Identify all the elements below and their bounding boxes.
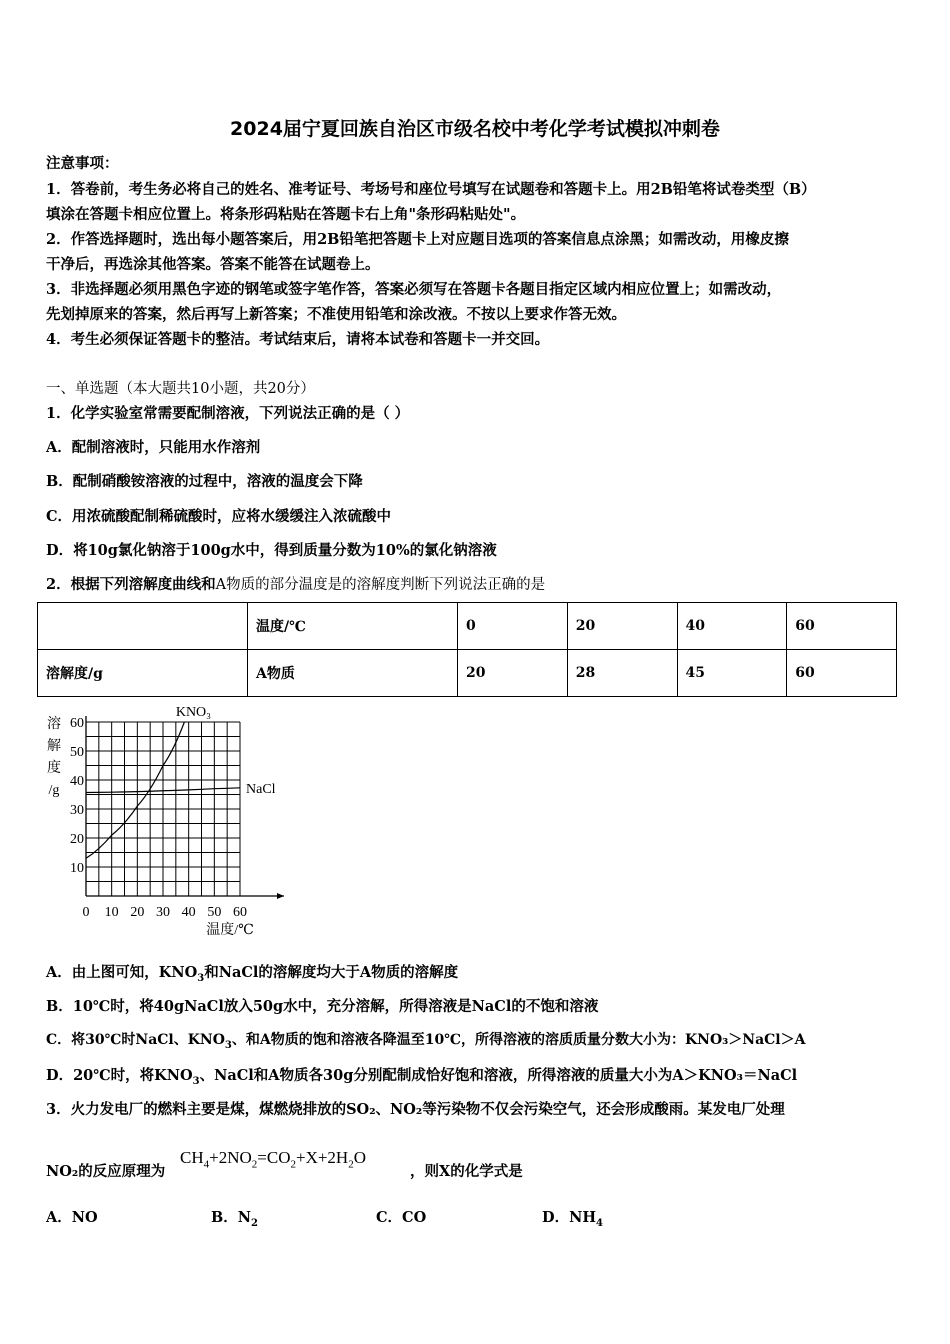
q2-option-d — [46, 1064, 797, 1087]
y-tick-label: 20 — [70, 832, 84, 847]
q2-option-a-pre: A．由上图可知，KNO — [46, 964, 198, 981]
table-cell: 20 — [567, 603, 677, 650]
q2-option-b — [46, 995, 598, 1016]
q2-stem — [46, 573, 545, 594]
table-cell: A物质 — [248, 650, 458, 697]
eq-part: CH — [180, 1148, 204, 1167]
section-heading: 一、单选题（本大题共10小题，共20分） — [46, 381, 315, 397]
notice-line: 2．作答选择题时，选出每小题答案后，用2B铅笔把答题卡上对应题目选项的答案信息点涂黑；如需改动，用橡皮擦 — [46, 231, 789, 248]
table-cell: 40 — [677, 603, 787, 650]
eq-sub: 2 — [348, 1158, 354, 1171]
q2-option-c-pre: C．将30℃时NaCl、KNO — [46, 1032, 225, 1048]
q3-option-b-text: B．N — [211, 1209, 252, 1226]
eq-part: +X+2H — [295, 1148, 349, 1167]
x-tick-label: 10 — [104, 905, 119, 920]
q3-option-c-text: C．CO — [376, 1209, 427, 1226]
q3-option-b-sub: 2 — [251, 1217, 258, 1229]
y-tick-label: 50 — [70, 745, 84, 760]
x-tick-label: 20 — [130, 905, 145, 920]
x-tick-label: 0 — [82, 905, 90, 920]
q3-stem-line2-pre: NO₂的反应原理为 — [46, 1163, 166, 1180]
x-tick-label: 50 — [207, 905, 222, 920]
chart-axes — [86, 716, 284, 899]
table-row — [38, 603, 897, 650]
notice-line: 干净后，再选涂其他答案。答案不能答在试题卷上。 — [46, 256, 380, 273]
chart-ticks — [70, 716, 247, 920]
notice-line: 3．非选择题必须用黑色字迹的钢笔或签字笔作答，答案必须写在答题卡各题目指定区域内相应位置上；如需改动， — [46, 281, 782, 298]
q2-stem-bold: 2．根据下列溶解度曲线和 — [46, 576, 216, 593]
q1-option-c: C．用浓硫酸配制稀硫酸时，应将水缓缓注入浓硫酸中 — [46, 508, 392, 525]
y-tick-label: 40 — [70, 774, 84, 789]
q2-option-d-sub: 3 — [192, 1075, 200, 1087]
q3-option-c — [376, 1206, 426, 1227]
x-tick-label: 40 — [181, 905, 196, 920]
q3-option-a-text: A．NO — [46, 1209, 98, 1226]
notice-line: 4．考生必须保证答题卡的整洁。考试结束后，请将本试卷和答题卡一并交回。 — [46, 331, 550, 348]
y-axis-label: 度 — [47, 761, 61, 776]
q2-option-c — [46, 1029, 805, 1051]
reaction-equation — [180, 1148, 366, 1170]
solubility-chart — [38, 702, 298, 947]
solubility-table — [37, 602, 897, 697]
table-cell: 28 — [567, 650, 677, 697]
q2-option-a-sub: 3 — [197, 972, 205, 984]
notice-line: 先划掉原来的答案，然后再写上新答案；不准使用铅笔和涂改液。不按以上要求作答无效。 — [46, 306, 626, 323]
notice-line: 填涂在答题卡相应位置上。将条形码粘贴在答题卡右上角"条形码粘贴处"。 — [46, 206, 526, 223]
q2-option-c-post: 、和A物质的饱和溶液各降温至10℃，所得溶液的溶质质量分数大小为：KNO₃＞NaCl＞A — [231, 1032, 806, 1048]
table-row — [38, 650, 897, 697]
q2-option-a-post: 和NaCl的溶解度均大于A物质的溶解度 — [204, 964, 459, 981]
table-cell: 0 — [458, 603, 568, 650]
y-axis-label: 解 — [47, 739, 61, 754]
nacl-label: NaCl — [246, 781, 276, 797]
eq-sub: 2 — [251, 1158, 258, 1171]
table-cell: 温度/℃ — [248, 603, 458, 650]
eq-sub: 2 — [290, 1158, 296, 1171]
chart-labels — [47, 705, 276, 938]
q2-option-a — [46, 961, 458, 984]
q3-stem-line2-post: ，则X的化学式是 — [410, 1163, 523, 1180]
x-axis-label: 温度/℃ — [206, 923, 254, 938]
y-tick-label: 10 — [70, 861, 84, 876]
q2-option-c-sub: 3 — [224, 1039, 232, 1051]
kno3-label: KNO₃ — [175, 705, 212, 720]
chart-grid — [86, 722, 240, 896]
x-tick-label: 30 — [156, 905, 170, 920]
q1-option-a: A．配制溶液时，只能用水作溶剂 — [46, 439, 261, 456]
x-axis-arrow — [277, 893, 284, 899]
q1-option-d: D．将10g氯化钠溶于100g水中，得到质量分数为10%的氯化钠溶液 — [46, 542, 497, 559]
q3-option-b — [211, 1206, 258, 1229]
q3-option-d-sub: 4 — [596, 1217, 603, 1229]
notice-heading: 注意事项： — [46, 155, 119, 172]
q3-option-d — [542, 1206, 603, 1229]
table-cell: 45 — [677, 650, 787, 697]
q2-option-d-post: 、NaCl和A物质各30g分别配制成恰好饱和溶液，所得溶液的质量大小为A＞KNO₃＝NaCl — [199, 1067, 798, 1084]
y-axis-label: /g — [48, 783, 60, 798]
x-tick-label: 60 — [233, 905, 247, 920]
q1-stem: 1．化学实验室常需要配制溶液，下列说法正确的是（ ） — [46, 405, 410, 422]
q3-stem: 3．火力发电厂的燃料主要是煤，煤燃烧排放的SO₂、NO₂等污染物不仅会污染空气，还会形成酸雨。某发电厂处理 — [46, 1101, 785, 1118]
y-tick-label: 60 — [70, 716, 84, 731]
eq-part: O — [353, 1148, 366, 1167]
notice-line: 1．答卷前，考生务必将自己的姓名、准考证号、考场号和座位号填写在试题卷和答题卡上。用2B铅笔将试卷类型（B） — [46, 181, 816, 198]
table-cell: 60 — [787, 603, 897, 650]
q2-option-d-pre: D．20℃时，将KNO — [46, 1067, 193, 1084]
y-tick-label: 30 — [70, 803, 84, 818]
q2-stem-rest: A物质的部分温度是的溶解度判断下列说法正确的是 — [215, 577, 546, 593]
table-cell — [38, 603, 248, 650]
q2-option-b-text: B．10℃时，将40gNaCl放入50g水中，充分溶解，所得溶液是NaCl的不饱和溶液 — [46, 998, 599, 1015]
eq-part: =CO — [257, 1148, 291, 1167]
table-cell: 溶解度/g — [38, 650, 248, 697]
q3-option-d-text: D．NH — [542, 1209, 597, 1226]
y-axis-label: 溶 — [47, 717, 61, 732]
table-cell: 60 — [787, 650, 897, 697]
table-cell: 20 — [458, 650, 568, 697]
page-title: 2024届宁夏回族自治区市级名校中考化学考试模拟冲刺卷 — [230, 118, 720, 140]
q3-option-a — [46, 1206, 98, 1227]
eq-part: +2NO — [209, 1148, 252, 1167]
eq-sub: 4 — [203, 1158, 210, 1171]
q1-option-b: B．配制硝酸铵溶液的过程中，溶液的温度会下降 — [46, 473, 363, 490]
